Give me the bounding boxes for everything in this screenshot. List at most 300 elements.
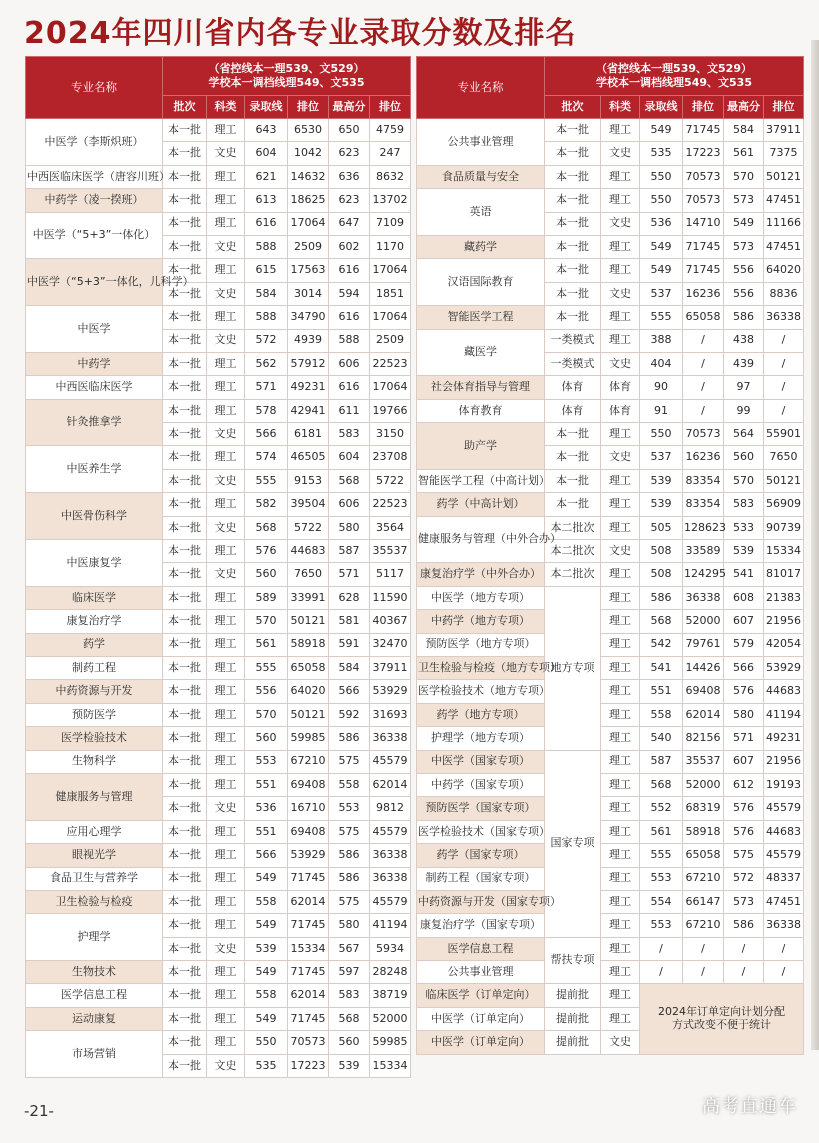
cutoff-score-cell: 90 xyxy=(640,376,683,399)
batch-cell: 本一批 xyxy=(163,656,207,679)
major-name-cell: 中医学（李斯炽班） xyxy=(26,119,163,166)
max-score-cell: 566 xyxy=(329,680,370,703)
cutoff-score-cell: 549 xyxy=(640,235,683,258)
max-rank-cell: 50121 xyxy=(764,165,804,188)
category-cell: 理工 xyxy=(207,1007,245,1030)
cutoff-rank-cell: 58918 xyxy=(288,633,329,656)
batch-cell: 本一批 xyxy=(163,961,207,984)
max-rank-cell: 1170 xyxy=(370,235,411,258)
batch-cell: 本一批 xyxy=(163,493,207,516)
category-cell: 文史 xyxy=(601,282,640,305)
category-cell: 理工 xyxy=(207,984,245,1007)
cutoff-rank-cell: 62014 xyxy=(683,703,724,726)
batch-cell: 本一批 xyxy=(163,586,207,609)
batch-cell: 提前批 xyxy=(545,1031,601,1054)
max-rank-cell: 37911 xyxy=(764,119,804,142)
max-rank-cell: 45579 xyxy=(764,797,804,820)
cutoff-rank-cell: 1042 xyxy=(288,142,329,165)
max-score-cell: 553 xyxy=(329,797,370,820)
batch-cell: 本一批 xyxy=(163,446,207,469)
max-score-cell: 594 xyxy=(329,282,370,305)
cutoff-score-cell: 550 xyxy=(640,423,683,446)
cutoff-score-cell: 586 xyxy=(640,586,683,609)
major-name-cell: 中医学（订单定向） xyxy=(417,1007,545,1030)
table-row xyxy=(26,446,411,469)
category-cell: 理工 xyxy=(601,680,640,703)
batch-cell: 一类模式 xyxy=(545,352,601,375)
cutoff-rank-cell: 6530 xyxy=(288,119,329,142)
major-name-cell: 中医学（地方专项） xyxy=(417,586,545,609)
major-name-cell: 藏药学 xyxy=(417,235,545,258)
cutoff-score-cell: 616 xyxy=(245,212,288,235)
max-rank-cell: 23708 xyxy=(370,446,411,469)
table-row xyxy=(417,119,804,142)
category-cell: 理工 xyxy=(207,165,245,188)
max-score-cell: 576 xyxy=(724,820,764,843)
cutoff-rank-cell: 62014 xyxy=(288,890,329,913)
max-rank-cell: 55901 xyxy=(764,423,804,446)
max-score-cell: 586 xyxy=(724,306,764,329)
major-name-cell: 预防医学（地方专项） xyxy=(417,633,545,656)
table-row xyxy=(417,656,804,679)
category-cell: 文史 xyxy=(207,235,245,258)
cutoff-rank-cell: 33991 xyxy=(288,586,329,609)
cutoff-score-cell: 570 xyxy=(245,610,288,633)
max-rank-cell: 45579 xyxy=(764,844,804,867)
category-cell: 理工 xyxy=(207,633,245,656)
max-score-cell: 576 xyxy=(724,797,764,820)
batch-cell: 本一批 xyxy=(163,165,207,188)
table-row xyxy=(417,399,804,422)
max-rank-cell: 7375 xyxy=(764,142,804,165)
category-cell: 理工 xyxy=(207,376,245,399)
max-score-cell: 591 xyxy=(329,633,370,656)
category-cell: 理工 xyxy=(207,890,245,913)
batch-cell: 本一批 xyxy=(163,259,207,282)
cutoff-score-cell: 549 xyxy=(245,961,288,984)
max-score-cell: 567 xyxy=(329,937,370,960)
category-cell: 文史 xyxy=(601,352,640,375)
category-cell: 理工 xyxy=(601,633,640,656)
cutoff-rank-cell: 33589 xyxy=(683,540,724,563)
cutoff-score-cell: 566 xyxy=(245,423,288,446)
max-score-cell: 99 xyxy=(724,399,764,422)
major-name-cell: 食品卫生与营养学 xyxy=(26,867,163,890)
cutoff-rank-cell: 67210 xyxy=(288,750,329,773)
table-row xyxy=(26,703,411,726)
max-rank-cell: 45579 xyxy=(370,750,411,773)
col-header-max-rank: 排位 xyxy=(764,96,804,119)
max-score-cell: 592 xyxy=(329,703,370,726)
cutoff-score-cell: 613 xyxy=(245,189,288,212)
table-row xyxy=(26,189,411,212)
cutoff-score-cell: 550 xyxy=(640,189,683,212)
max-score-cell: 616 xyxy=(329,306,370,329)
table-row xyxy=(417,165,804,188)
major-name-cell: 针灸推拿学 xyxy=(26,399,163,446)
max-rank-cell: 15334 xyxy=(764,540,804,563)
table-row xyxy=(26,1007,411,1030)
max-score-cell: 579 xyxy=(724,633,764,656)
table-row xyxy=(417,680,804,703)
category-cell: 理工 xyxy=(207,680,245,703)
major-name-cell: 卫生检验与检疫（地方专项） xyxy=(417,656,545,679)
major-name-cell: 中医学（“5+3”一体化） xyxy=(26,212,163,259)
category-cell: 理工 xyxy=(601,844,640,867)
batch-cell: 本一批 xyxy=(545,235,601,258)
table-row xyxy=(26,633,411,656)
cutoff-rank-cell: 82156 xyxy=(683,727,724,750)
cutoff-score-cell: 539 xyxy=(640,469,683,492)
major-name-cell: 公共事业管理 xyxy=(417,119,545,166)
cutoff-score-cell: 562 xyxy=(245,352,288,375)
category-cell: 理工 xyxy=(207,259,245,282)
max-score-cell: 616 xyxy=(329,259,370,282)
table-row xyxy=(26,890,411,913)
max-rank-cell: 19766 xyxy=(370,399,411,422)
cutoff-score-cell: 578 xyxy=(245,399,288,422)
cutoff-rank-cell: 83354 xyxy=(683,469,724,492)
table-row xyxy=(26,727,411,750)
major-name-cell: 药学（地方专项） xyxy=(417,703,545,726)
category-cell: 理工 xyxy=(601,984,640,1007)
max-score-cell: 575 xyxy=(329,820,370,843)
cutoff-rank-cell: 70573 xyxy=(683,165,724,188)
cutoff-rank-cell: 53929 xyxy=(288,844,329,867)
max-rank-cell: 40367 xyxy=(370,610,411,633)
max-rank-cell: 81017 xyxy=(764,563,804,586)
max-rank-cell: 35537 xyxy=(370,540,411,563)
cutoff-score-cell: 539 xyxy=(640,493,683,516)
category-cell: 理工 xyxy=(601,703,640,726)
cutoff-score-cell: 553 xyxy=(640,867,683,890)
table-row xyxy=(417,610,804,633)
batch-cell: 本一批 xyxy=(163,914,207,937)
batch-cell: 本一批 xyxy=(163,1054,207,1077)
category-cell: 理工 xyxy=(601,1007,640,1030)
major-name-cell: 中医学（“5+3”一体化，儿科学） xyxy=(26,259,163,306)
max-score-cell: 602 xyxy=(329,235,370,258)
cutoff-score-cell: 588 xyxy=(245,235,288,258)
cutoff-rank-cell: / xyxy=(683,329,724,352)
max-score-cell: 584 xyxy=(724,119,764,142)
category-cell: 理工 xyxy=(207,399,245,422)
major-name-cell: 社会体育指导与管理 xyxy=(417,376,545,399)
max-rank-cell: 7109 xyxy=(370,212,411,235)
batch-cell: 本二批次 xyxy=(545,540,601,563)
batch-cell: 本一批 xyxy=(163,142,207,165)
max-score-cell: 575 xyxy=(329,750,370,773)
max-rank-cell: 45579 xyxy=(370,820,411,843)
batch-cell: 本一批 xyxy=(163,306,207,329)
major-name-cell: 中医骨伤科学 xyxy=(26,493,163,540)
max-score-cell: 606 xyxy=(329,493,370,516)
max-score-cell: 564 xyxy=(724,423,764,446)
cutoff-rank-cell: 70573 xyxy=(288,1031,329,1054)
max-score-cell: 570 xyxy=(724,165,764,188)
col-header-rank: 排位 xyxy=(683,96,724,119)
cutoff-rank-cell: 65058 xyxy=(288,656,329,679)
major-name-cell: 助产学 xyxy=(417,423,545,470)
cutoff-score-cell: 552 xyxy=(640,797,683,820)
table-row xyxy=(417,773,804,796)
major-name-cell: 生物科学 xyxy=(26,750,163,773)
table-row xyxy=(26,844,411,867)
category-cell: 理工 xyxy=(601,820,640,843)
table-row xyxy=(26,867,411,890)
cutoff-score-cell: 568 xyxy=(245,516,288,539)
cutoff-rank-cell: 67210 xyxy=(683,867,724,890)
batch-cell: 本二批次 xyxy=(545,516,601,539)
major-name-cell: 康复治疗学（中外合办） xyxy=(417,563,545,586)
category-cell: 理工 xyxy=(601,119,640,142)
cutoff-rank-cell: 124295 xyxy=(683,563,724,586)
cutoff-score-cell: 558 xyxy=(245,984,288,1007)
max-score-cell: 628 xyxy=(329,586,370,609)
category-cell: 文史 xyxy=(207,1054,245,1077)
max-rank-cell: 5117 xyxy=(370,563,411,586)
category-cell: 理工 xyxy=(601,563,640,586)
major-name-cell: 药学 xyxy=(26,633,163,656)
batch-cell: 本一批 xyxy=(163,867,207,890)
category-cell: 理工 xyxy=(601,423,640,446)
col-header-max-rank: 排位 xyxy=(370,96,411,119)
cutoff-score-cell: 570 xyxy=(245,703,288,726)
max-rank-cell: 59985 xyxy=(370,1031,411,1054)
cutoff-rank-cell: 16236 xyxy=(683,446,724,469)
max-score-cell: 556 xyxy=(724,282,764,305)
max-rank-cell: 22523 xyxy=(370,493,411,516)
max-rank-cell: 47451 xyxy=(764,189,804,212)
max-rank-cell: / xyxy=(764,961,804,984)
cutoff-score-cell: 584 xyxy=(245,282,288,305)
cutoff-rank-cell: 65058 xyxy=(683,844,724,867)
major-name-cell: 医学信息工程 xyxy=(26,984,163,1007)
category-cell: 文史 xyxy=(207,563,245,586)
category-cell: 理工 xyxy=(207,867,245,890)
cutoff-score-cell: 508 xyxy=(640,563,683,586)
cutoff-rank-cell: 66147 xyxy=(683,890,724,913)
batch-cell: 体育 xyxy=(545,376,601,399)
max-score-cell: 571 xyxy=(329,563,370,586)
major-name-cell: 卫生检验与检疫 xyxy=(26,890,163,913)
max-score-cell: / xyxy=(724,961,764,984)
table-row xyxy=(417,423,804,446)
max-score-cell: 584 xyxy=(329,656,370,679)
table-row xyxy=(417,867,804,890)
max-score-cell: 539 xyxy=(329,1054,370,1077)
max-rank-cell: 38719 xyxy=(370,984,411,1007)
cutoff-rank-cell: 128623 xyxy=(683,516,724,539)
category-cell: 文史 xyxy=(601,1031,640,1054)
cutoff-rank-cell: 9153 xyxy=(288,469,329,492)
cutoff-rank-cell: 16236 xyxy=(683,282,724,305)
cutoff-score-cell: 555 xyxy=(640,306,683,329)
major-name-cell: 中西医临床医学 xyxy=(26,376,163,399)
category-cell: 理工 xyxy=(207,493,245,516)
table-row xyxy=(417,235,804,258)
max-score-cell: 576 xyxy=(724,680,764,703)
category-cell: 理工 xyxy=(601,493,640,516)
batch-cell: 本一批 xyxy=(163,727,207,750)
batch-cell: 本二批次 xyxy=(545,563,601,586)
max-rank-cell: 3150 xyxy=(370,423,411,446)
cutoff-score-cell: 615 xyxy=(245,259,288,282)
category-cell: 理工 xyxy=(601,773,640,796)
col-header-cutoff: 录取线 xyxy=(640,96,683,119)
table-row xyxy=(26,656,411,679)
cutoff-score-cell: 505 xyxy=(640,516,683,539)
max-rank-cell: 44683 xyxy=(764,680,804,703)
cutoff-score-cell: 561 xyxy=(640,820,683,843)
batch-cell: 本一批 xyxy=(545,469,601,492)
batch-cell: 本一批 xyxy=(545,165,601,188)
table-row xyxy=(417,586,804,609)
max-rank-cell: 56909 xyxy=(764,493,804,516)
cutoff-rank-cell: 59985 xyxy=(288,727,329,750)
max-rank-cell: 62014 xyxy=(370,773,411,796)
max-score-cell: 650 xyxy=(329,119,370,142)
batch-cell: 本一批 xyxy=(163,633,207,656)
cutoff-score-cell: 550 xyxy=(245,1031,288,1054)
table-row xyxy=(417,493,804,516)
cutoff-score-cell: 560 xyxy=(245,727,288,750)
category-cell: 文史 xyxy=(207,142,245,165)
cutoff-rank-cell: 71745 xyxy=(683,235,724,258)
cutoff-score-cell: 560 xyxy=(245,563,288,586)
major-name-cell: 医学信息工程 xyxy=(417,937,545,960)
category-cell: 理工 xyxy=(601,259,640,282)
batch-cell: 本一批 xyxy=(163,937,207,960)
max-rank-cell: 11166 xyxy=(764,212,804,235)
cutoff-rank-cell: 4939 xyxy=(288,329,329,352)
max-rank-cell: 42054 xyxy=(764,633,804,656)
table-row xyxy=(417,563,804,586)
major-name-cell: 预防医学 xyxy=(26,703,163,726)
page-title: 2024年四川省内各专业录取分数及排名 xyxy=(24,16,577,51)
max-score-cell: 583 xyxy=(329,423,370,446)
max-rank-cell: 5722 xyxy=(370,469,411,492)
table-row xyxy=(26,1031,411,1054)
category-cell: 理工 xyxy=(601,797,640,820)
major-name-cell: 应用心理学 xyxy=(26,820,163,843)
table-row xyxy=(26,306,411,329)
major-name-cell: 中医学 xyxy=(26,306,163,353)
max-score-cell: 586 xyxy=(329,727,370,750)
right-score-table xyxy=(416,56,804,1055)
category-cell: 理工 xyxy=(601,329,640,352)
category-cell: 理工 xyxy=(207,352,245,375)
table-row xyxy=(26,586,411,609)
max-rank-cell: 53929 xyxy=(764,656,804,679)
batch-cell: 本一批 xyxy=(163,516,207,539)
max-rank-cell: 2509 xyxy=(370,329,411,352)
col-header-category: 科类 xyxy=(601,96,640,119)
major-header: 专业名称 xyxy=(26,57,163,119)
max-score-cell: 556 xyxy=(724,259,764,282)
batch-cell: 本一批 xyxy=(545,259,601,282)
batch-cell: 本一批 xyxy=(545,493,601,516)
group-header-line2: 学校本一调档线理549、文535 xyxy=(208,76,365,89)
batch-cell: 本一批 xyxy=(163,423,207,446)
table-row xyxy=(26,165,411,188)
cutoff-rank-cell: 17563 xyxy=(288,259,329,282)
cutoff-rank-cell: 71745 xyxy=(288,914,329,937)
max-score-cell: 583 xyxy=(329,984,370,1007)
max-score-cell: 560 xyxy=(724,446,764,469)
batch-cell: 本一批 xyxy=(163,984,207,1007)
batch-cell: 一类模式 xyxy=(545,329,601,352)
cutoff-rank-cell: 68319 xyxy=(683,797,724,820)
cutoff-rank-cell: 2509 xyxy=(288,235,329,258)
max-score-cell: 568 xyxy=(329,469,370,492)
category-cell: 理工 xyxy=(207,727,245,750)
max-rank-cell: 21956 xyxy=(764,750,804,773)
cutoff-rank-cell: 16710 xyxy=(288,797,329,820)
major-name-cell: 中药资源与开发（国家专项） xyxy=(417,890,545,913)
max-score-cell: 575 xyxy=(724,844,764,867)
max-score-cell: 616 xyxy=(329,376,370,399)
table-row xyxy=(417,797,804,820)
category-cell: 理工 xyxy=(207,773,245,796)
order-note-line2: 方式改变不便于统计 xyxy=(672,1018,772,1032)
batch-cell: 本一批 xyxy=(545,306,601,329)
cutoff-rank-cell: 44683 xyxy=(288,540,329,563)
batch-cell: 本一批 xyxy=(163,703,207,726)
table-row xyxy=(26,259,411,282)
cutoff-rank-cell: 71745 xyxy=(288,1007,329,1030)
max-score-cell: 573 xyxy=(724,890,764,913)
max-score-cell: 580 xyxy=(724,703,764,726)
major-name-cell: 中医学（国家专项） xyxy=(417,750,545,773)
cutoff-rank-cell: 39504 xyxy=(288,493,329,516)
cutoff-rank-cell: 83354 xyxy=(683,493,724,516)
max-rank-cell: 8632 xyxy=(370,165,411,188)
cutoff-score-cell: 549 xyxy=(640,259,683,282)
cutoff-rank-cell: 57912 xyxy=(288,352,329,375)
category-cell: 理工 xyxy=(207,820,245,843)
cutoff-rank-cell: 71745 xyxy=(683,259,724,282)
major-name-cell: 制药工程 xyxy=(26,656,163,679)
max-score-cell: 608 xyxy=(724,586,764,609)
max-rank-cell: 8836 xyxy=(764,282,804,305)
batch-cell: 本一批 xyxy=(163,235,207,258)
max-rank-cell: 44683 xyxy=(764,820,804,843)
batch-cell: 提前批 xyxy=(545,1007,601,1030)
category-cell: 理工 xyxy=(207,750,245,773)
special-category-cell: 国家专项 xyxy=(545,750,601,937)
max-rank-cell: 90739 xyxy=(764,516,804,539)
max-rank-cell: 36338 xyxy=(764,914,804,937)
batch-cell: 本一批 xyxy=(163,329,207,352)
batch-cell: 本一批 xyxy=(163,820,207,843)
major-name-cell: 体育教育 xyxy=(417,399,545,422)
major-name-cell: 藏医学 xyxy=(417,329,545,376)
cutoff-score-cell: 558 xyxy=(640,703,683,726)
cutoff-rank-cell: 14710 xyxy=(683,212,724,235)
max-score-cell: 588 xyxy=(329,329,370,352)
max-score-cell: 586 xyxy=(329,867,370,890)
batch-cell: 本一批 xyxy=(545,189,601,212)
major-name-cell: 运动康复 xyxy=(26,1007,163,1030)
max-score-cell: 586 xyxy=(724,914,764,937)
max-rank-cell: 17064 xyxy=(370,259,411,282)
max-rank-cell: 47451 xyxy=(764,235,804,258)
category-cell: 理工 xyxy=(601,469,640,492)
max-score-cell: 604 xyxy=(329,446,370,469)
category-cell: 理工 xyxy=(601,937,640,960)
col-header-max: 最高分 xyxy=(329,96,370,119)
